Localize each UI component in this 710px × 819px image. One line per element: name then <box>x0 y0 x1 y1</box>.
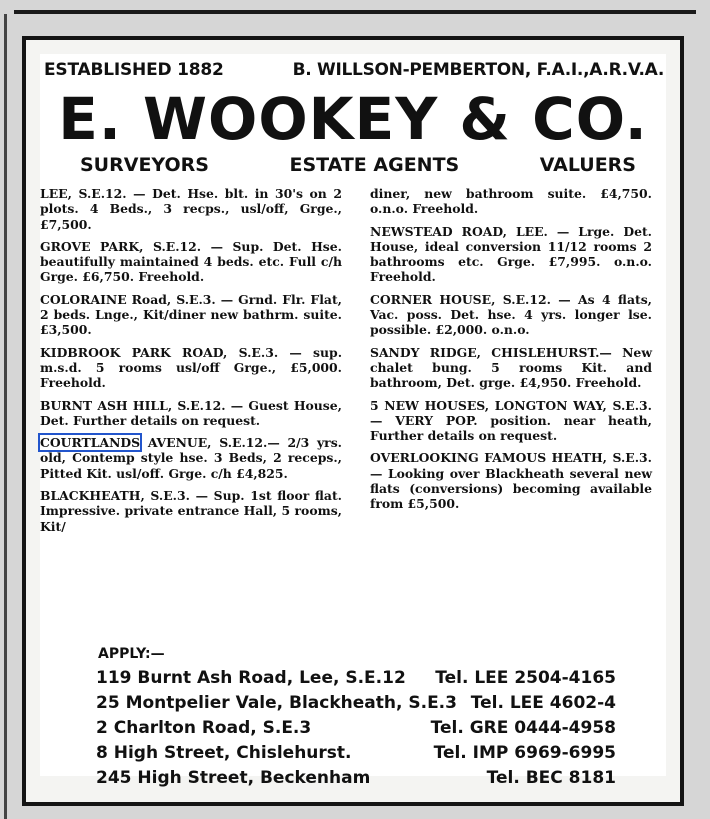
top-rule <box>14 10 696 14</box>
office-address: 245 High Street, Beckenham <box>96 768 371 788</box>
listing: 5 NEW HOUSES, LONGTON WAY, S.E.3. — VERY POP. position. near heath, Further details on request. <box>370 397 652 444</box>
office-tel: Tel. IMP 6969-6995 <box>433 743 616 763</box>
listing: BURNT ASH HILL, S.E.12. — Guest House, Det. Further details on request. <box>40 397 342 428</box>
listings-right-column <box>370 186 652 519</box>
listing: GROVE PARK, S.E.12. — Sup. Det. Hse. beautifully maintained 4 beds. etc. Full c/h Grge. £6,750. Freehold. <box>40 238 342 285</box>
office-row <box>96 766 616 791</box>
listing: LEE, S.E.12. — Det. Hse. blt. in 30's on 2 plots. 4 Beds., 3 recps., usl/off, Grge., £7,500. <box>40 186 342 232</box>
office-address: 25 Montpelier Vale, Blackheath, S.E.3 <box>96 693 457 713</box>
listing: KIDBROOK PARK ROAD, S.E.3. — sup. m.s.d. 5 rooms usl/off Grge., £5,000. Freehold. <box>40 344 343 391</box>
office-address: 8 High Street, Chislehurst. <box>96 743 352 763</box>
office-address: 119 Burnt Ash Road, Lee, S.E.12 <box>96 668 406 688</box>
office-row <box>96 666 616 691</box>
services-row <box>80 154 636 176</box>
listing: SANDY RIDGE, CHISLEHURST.— New chalet bung. 5 rooms Kit. and bathroom, Det. grge. £4,950. Freehold. <box>370 344 652 391</box>
offices-list <box>96 666 616 791</box>
listing: NEWSTEAD ROAD, LEE. — Lrge. Det. House, ideal conversion 11/12 rooms 2 bathrooms etc. Grge. £7,995. o.n.o. Freehold. <box>370 223 652 285</box>
listing: CORNER HOUSE, S.E.12. — As 4 flats, Vac. poss. Det. hse. 4 yrs. longer lse. possible. £2,000. o.n.o. <box>370 291 652 338</box>
office-tel: Tel. GRE 0444-4958 <box>430 718 616 738</box>
service-valuers: VALUERS <box>539 154 636 176</box>
listing: diner, new bathroom suite. £4,750. o.n.o. Freehold. <box>370 186 652 217</box>
office-tel: Tel. LEE 4602-4 <box>470 693 616 713</box>
office-row <box>96 741 616 766</box>
listing: BLACKHEATH, S.E.3. — Sup. 1st floor flat. Impressive. private entrance Hall, 5 rooms, Kit/ <box>40 488 342 534</box>
service-estate-agents: ESTATE AGENTS <box>289 154 460 176</box>
office-tel: Tel. LEE 2504-4165 <box>435 668 616 688</box>
service-surveyors: SURVEYORS <box>80 154 209 176</box>
office-address: 2 Charlton Road, S.E.3 <box>96 718 312 738</box>
advertisement-box <box>22 36 684 806</box>
apply-label: APPLY:— <box>98 646 165 662</box>
established-label: ESTABLISHED 1882 <box>44 60 224 80</box>
search-highlight[interactable]: COURTLANDS <box>40 435 141 451</box>
advertisement-inner <box>40 54 666 788</box>
partner-label: B. WILLSON-PEMBERTON, F.A.I.,A.R.V.A. <box>292 60 664 80</box>
office-row <box>96 716 616 741</box>
listing: COURTLANDS AVENUE, S.E.12.— 2/3 yrs. old, Contemp style hse. 3 Beds, 2 receps., Pitted Kit. usl/off. Grge. c/h £4,825. <box>40 435 342 481</box>
left-rule <box>4 14 7 819</box>
listing: COLORAINE Road, S.E.3. — Grnd. Flr. Flat, 2 beds. Lnge., Kit/diner new bathrm. suite. £3,500. <box>40 291 342 338</box>
office-tel: Tel. BEC 8181 <box>486 768 616 788</box>
firm-name: E. WOOKEY & CO. <box>58 85 648 153</box>
listing: OVERLOOKING FAMOUS HEATH, S.E.3. — Looking over Blackheath several new flats (conversions) becoming available from £5,500. <box>370 450 652 512</box>
office-row <box>96 691 616 716</box>
listings-left-column <box>40 186 342 541</box>
